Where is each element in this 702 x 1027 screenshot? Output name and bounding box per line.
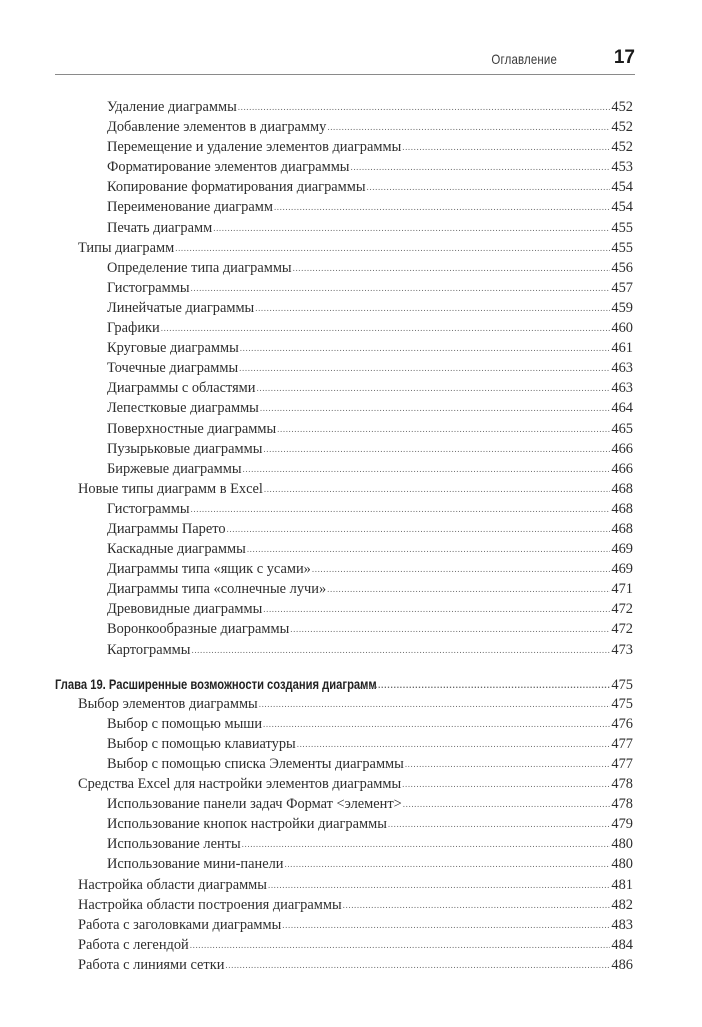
toc-entry-title: Точечные диаграммы: [107, 360, 239, 377]
toc-entry-title: Форматирование элементов диаграммы: [107, 159, 350, 176]
dot-leader: [388, 814, 611, 834]
toc-entry-page: 468: [611, 480, 633, 497]
toc-entry-page: 473: [611, 641, 633, 658]
toc-entry-title: Каскадные диаграммы: [107, 541, 246, 558]
dot-leader: [297, 734, 611, 754]
toc-subsection-entry[interactable]: [0, 794, 702, 814]
dot-leader: [312, 559, 611, 579]
toc-entry-title: Диаграммы Парето: [107, 520, 226, 537]
toc-entry-page: 454: [611, 179, 633, 196]
toc-entry-page: 468: [611, 520, 633, 537]
dot-leader: [238, 97, 611, 117]
dot-leader: [402, 774, 610, 794]
toc-entry-page: 457: [611, 279, 633, 296]
table-of-contents: [0, 97, 702, 975]
toc-entry-title: Картограммы: [107, 641, 191, 658]
dot-leader: [284, 854, 610, 874]
toc-subsection-entry[interactable]: [0, 814, 702, 834]
toc-entry-page: 484: [611, 936, 633, 953]
toc-entry-page: 479: [611, 816, 633, 833]
toc-entry-title: Типы диаграмм: [78, 239, 175, 256]
toc-section-entry[interactable]: [0, 915, 702, 935]
toc-chapter-heading[interactable]: [0, 674, 702, 694]
toc-subsection-entry[interactable]: [0, 97, 702, 117]
toc-entry-title: Гистограммы: [107, 279, 190, 296]
toc-entry-page: 460: [611, 320, 633, 337]
toc-entry-page: 471: [611, 581, 633, 598]
dot-leader: [257, 378, 611, 398]
dot-leader: [243, 459, 611, 479]
toc-entry-page: 466: [611, 460, 633, 477]
toc-entry-title: Печать диаграмм: [107, 219, 213, 236]
toc-subsection-entry[interactable]: [0, 599, 702, 619]
dot-leader: [225, 955, 610, 975]
toc-subsection-entry[interactable]: [0, 419, 702, 439]
toc-entry-title: Выбор элементов диаграммы: [78, 695, 258, 712]
toc-entry-page: 468: [611, 500, 633, 517]
toc-entry-title: Копирование форматирования диаграммы: [107, 179, 366, 196]
toc-entry-title: Древовидные диаграммы: [107, 601, 263, 618]
dot-leader: [327, 579, 610, 599]
toc-entry-title: Выбор с помощью списка Элементы диаграммы: [107, 756, 404, 772]
dot-leader: [353, 675, 610, 695]
toc-subsection-entry[interactable]: [0, 378, 702, 398]
toc-subsection-entry[interactable]: [0, 834, 702, 854]
toc-section-entry[interactable]: [0, 935, 702, 955]
toc-subsection-entry[interactable]: [0, 519, 702, 539]
toc-entry-page: 452: [611, 99, 633, 115]
section-spacer: [0, 660, 702, 674]
running-header-title: Оглавление: [491, 51, 557, 67]
toc-entry-title: Средства Excel для настройки элементов диаграммы: [78, 776, 402, 793]
toc-subsection-entry[interactable]: [0, 298, 702, 318]
toc-entry-title: Биржевые диаграммы: [107, 460, 242, 477]
dot-leader: [263, 714, 610, 734]
toc-entry-page: 463: [611, 360, 633, 377]
dot-leader: [367, 177, 611, 197]
toc-entry-page: 469: [611, 561, 633, 578]
toc-subsection-entry[interactable]: [0, 117, 702, 137]
dot-leader: [264, 479, 611, 499]
dot-leader: [240, 338, 611, 358]
toc-entry-page: 464: [611, 400, 633, 417]
toc-subsection-entry[interactable]: [0, 137, 702, 157]
dot-leader: [274, 197, 610, 217]
toc-entry-title: Круговые диаграммы: [107, 340, 239, 357]
toc-entry-title: Использование панели задач Формат <элемент>: [107, 796, 402, 813]
toc-section-entry[interactable]: [0, 875, 702, 895]
toc-entry-title: Пузырьковые диаграммы: [107, 440, 263, 457]
toc-entry-title: Выбор с помощью мыши: [107, 715, 263, 732]
toc-entry-page: 465: [611, 420, 633, 437]
dot-leader: [247, 539, 611, 559]
toc-entry-title: Новые типы диаграмм в Excel: [78, 480, 263, 497]
dot-leader: [405, 754, 611, 774]
toc-entry-page: 478: [611, 776, 633, 793]
toc-subsection-entry[interactable]: [0, 177, 702, 197]
toc-subsection-entry[interactable]: [0, 559, 702, 579]
toc-subsection-entry[interactable]: [0, 398, 702, 418]
toc-entry-title: Диаграммы с областями: [107, 380, 256, 397]
toc-entry-page: 453: [611, 159, 633, 176]
toc-subsection-entry[interactable]: [0, 619, 702, 639]
toc-subsection-entry[interactable]: [0, 854, 702, 874]
toc-subsection-entry[interactable]: [0, 318, 702, 338]
toc-subsection-entry[interactable]: [0, 197, 702, 217]
toc-entry-title: Использование мини-панели: [107, 856, 284, 873]
dot-leader: [343, 895, 611, 915]
dot-leader: [161, 318, 611, 338]
toc-entry-title: Графики: [107, 320, 160, 337]
dot-leader: [191, 640, 610, 660]
toc-entry-page: 454: [611, 199, 633, 216]
dot-leader: [213, 218, 610, 238]
toc-entry-title: Использование ленты: [107, 836, 241, 853]
toc-subsection-entry[interactable]: [0, 754, 702, 774]
page-number: 17: [613, 47, 635, 68]
dot-leader: [239, 358, 610, 378]
toc-section-chapter-18-continued: [0, 97, 702, 660]
toc-entry-page: 466: [611, 440, 633, 457]
toc-entry-title: Воронкообразные диаграммы: [107, 621, 290, 638]
toc-entry-title: Лепестковые диаграммы: [107, 400, 259, 417]
toc-entry-title: Работа с легендой: [78, 936, 189, 953]
toc-subsection-entry[interactable]: [0, 539, 702, 559]
toc-entry-page: 463: [611, 380, 633, 397]
toc-entry-title: Выбор с помощью клавиатуры: [107, 735, 296, 752]
dot-leader: [290, 619, 610, 639]
toc-entry-page: 486: [611, 956, 633, 973]
toc-entry-page: 480: [611, 836, 633, 853]
toc-entry-title: Добавление элементов в диаграмму: [107, 119, 327, 136]
dot-leader: [293, 258, 611, 278]
toc-section-entry[interactable]: [0, 895, 702, 915]
toc-subsection-entry[interactable]: [0, 734, 702, 754]
dot-leader: [227, 519, 611, 539]
toc-subsection-entry[interactable]: [0, 459, 702, 479]
toc-entry-title: Перемещение и удаление элементов диаграммы: [107, 139, 402, 156]
dot-leader: [191, 278, 611, 298]
toc-entry-title: Линейчатые диаграммы: [107, 299, 255, 316]
toc-entry-title: Удаление диаграммы: [107, 99, 237, 115]
toc-subsection-entry[interactable]: [0, 157, 702, 177]
toc-entry-title: Настройка области диаграммы: [78, 876, 267, 893]
toc-entry-page: 452: [611, 119, 633, 136]
dot-leader: [242, 834, 611, 854]
toc-entry-page: 475: [611, 695, 633, 712]
toc-entry-title: Поверхностные диаграммы: [107, 420, 277, 437]
toc-subsection-entry[interactable]: [0, 358, 702, 378]
dot-leader: [191, 499, 611, 519]
toc-entry-page: 456: [611, 259, 633, 276]
dot-leader: [260, 398, 611, 418]
dot-leader: [268, 875, 610, 895]
toc-entry-page: 461: [611, 340, 633, 357]
dot-leader: [175, 238, 610, 258]
toc-entry-page: 472: [611, 621, 633, 638]
toc-entry-title: Диаграммы типа «солнечные лучи»: [107, 581, 327, 598]
toc-subsection-entry[interactable]: [0, 714, 702, 734]
toc-section-chapter-19: [0, 694, 702, 975]
toc-subsection-entry[interactable]: [0, 439, 702, 459]
dot-leader: [255, 298, 610, 318]
dot-leader: [190, 935, 611, 955]
dot-leader: [402, 137, 610, 157]
toc-entry-page: 476: [611, 715, 633, 732]
toc-entry-page: 481: [611, 876, 633, 893]
toc-entry-page: 480: [611, 856, 633, 873]
dot-leader: [263, 439, 610, 459]
toc-subsection-entry[interactable]: [0, 640, 702, 660]
toc-entry-title: Гистограммы: [107, 500, 190, 517]
toc-subsection-entry[interactable]: [0, 278, 702, 298]
toc-entry-page: 452: [611, 139, 633, 156]
toc-entry-page: 455: [611, 219, 633, 236]
toc-entry-title: Переименование диаграмм: [107, 199, 273, 216]
dot-leader: [277, 419, 610, 439]
toc-entry-page: 477: [611, 735, 633, 752]
toc-section-entry[interactable]: [0, 479, 702, 499]
dot-leader: [259, 694, 611, 714]
dot-leader: [282, 915, 610, 935]
toc-subsection-entry[interactable]: [0, 499, 702, 519]
toc-entry-title: Работа с заголовками диаграммы: [78, 916, 282, 933]
toc-entry-title: Работа с линиями сетки: [78, 956, 225, 973]
toc-entry-page: 478: [611, 796, 633, 813]
dot-leader: [403, 794, 611, 814]
toc-entry-page: 459: [611, 299, 633, 316]
toc-subsection-entry[interactable]: [0, 258, 702, 278]
toc-entry-page: 483: [611, 916, 633, 933]
running-header: [55, 46, 635, 75]
dot-leader: [327, 117, 610, 137]
toc-entry-title: Диаграммы типа «ящик с усами»: [107, 561, 311, 578]
toc-entry-page: 472: [611, 601, 633, 618]
toc-entry-title: Настройка области построения диаграммы: [78, 896, 342, 913]
toc-section-entry[interactable]: [0, 238, 702, 258]
dot-leader: [263, 599, 610, 619]
toc-section-entry[interactable]: [0, 955, 702, 975]
toc-entry-title: Глава 19. Расширенные возможности создания диаграмм: [55, 675, 377, 692]
toc-entry-page: 475: [611, 676, 633, 693]
toc-subsection-entry[interactable]: [0, 338, 702, 358]
toc-entry-page: 455: [611, 239, 633, 256]
toc-section-entry[interactable]: [0, 694, 702, 714]
toc-entry-page: 482: [611, 896, 633, 913]
dot-leader: [350, 157, 610, 177]
toc-entry-title: Определение типа диаграммы: [107, 259, 292, 276]
toc-entry-page: 477: [611, 756, 633, 772]
toc-section-entry[interactable]: [0, 774, 702, 794]
toc-entry-page: 469: [611, 541, 633, 558]
toc-subsection-entry[interactable]: [0, 579, 702, 599]
toc-subsection-entry[interactable]: [0, 218, 702, 238]
toc-entry-title: Использование кнопок настройки диаграммы: [107, 816, 387, 833]
